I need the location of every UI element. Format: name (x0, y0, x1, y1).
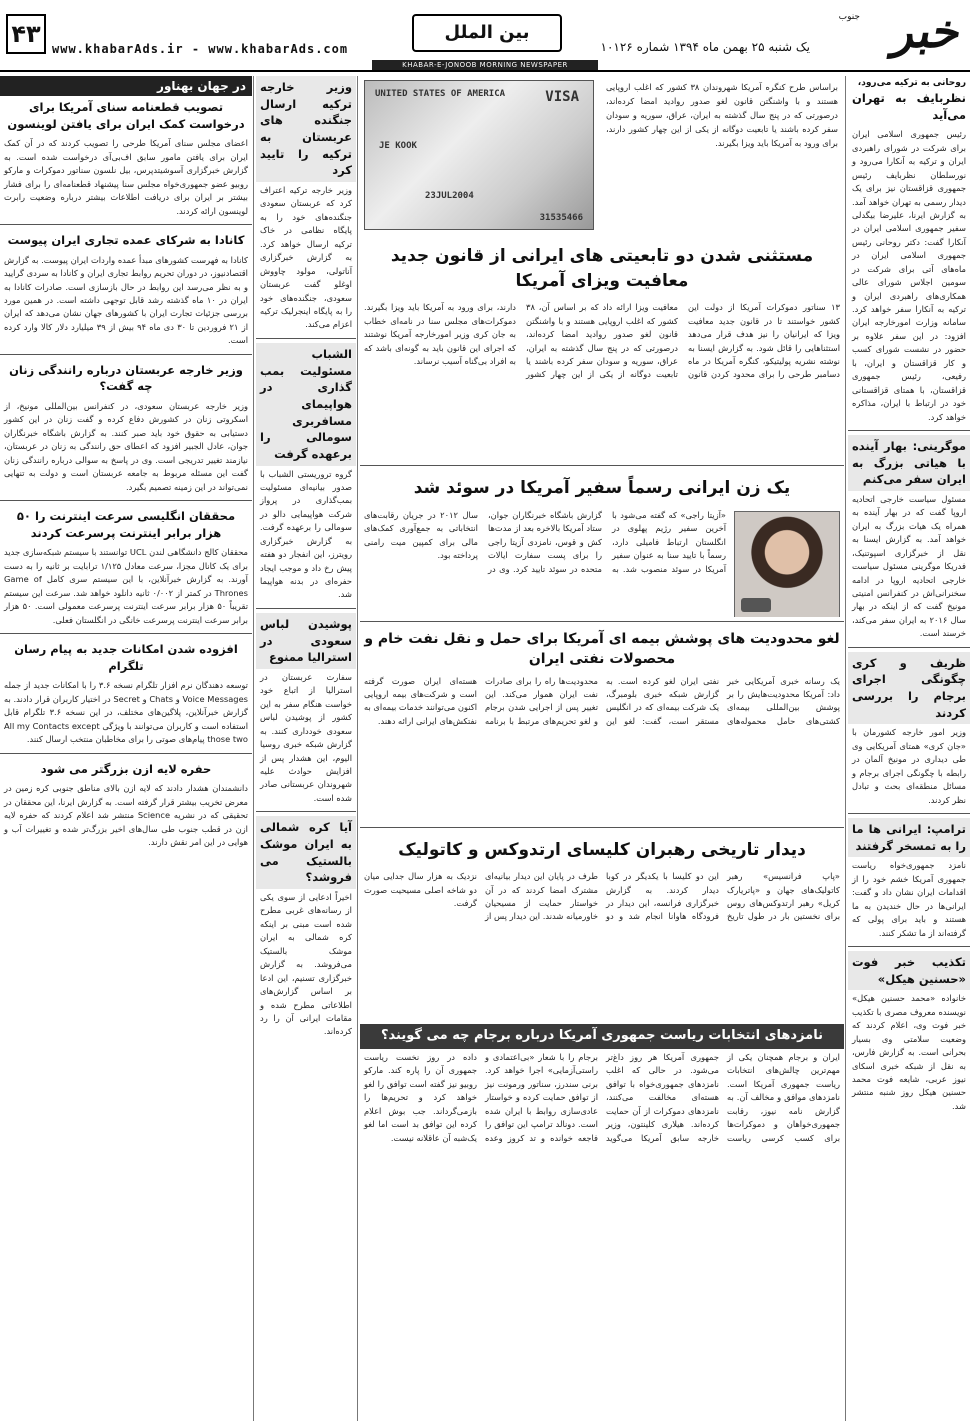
divider (360, 621, 844, 622)
divider (256, 811, 356, 812)
divider (360, 827, 844, 828)
issue-info: یک شنبه ۲۵ بهمن ماه ۱۳۹۴ شماره ۱۰۱۲۶ (600, 40, 810, 54)
election-headline[interactable]: نامزدهای انتخابات ریاست جمهوری آمریکا درباره برجام چه می گویند؟ (381, 1028, 823, 1044)
masthead-header (0, 0, 970, 72)
article-body: مسئول سیاست خارجی اتحادیه اروپا گفت که در بهار آینده به همراه یک هیات بزرگ به ایران خواهد آمد. به گزارش ایسنا به نقل از خبرگزاری اسپوتنیک، فدریکا موگرینی مسئول سیاست خارجی اتحادیه اروپا در ادامه سخنرانی‌اش در کنفرانس امنیتی مونیخ گفت که از اینکه در بهار سال ۲۰۱۶ به ایران سفر می‌کند، خرسند است. (852, 493, 966, 639)
divider (848, 647, 970, 648)
main-body: ۱۳ سناتور دموکرات آمریکا از دولت این کشور خواستند تا در قانون جدید معافیت ویزا که ایرانیان را نیز هدف قرار می‌دهد استثناهایی را قائل شود. به گزارش ایسنا به نوشته نشریه پولیتیکو، کنگره آمریکا در ماه دسامبر طرحی را برای محدود کردن قانون معافیت ویزا ارائه داد که بر اساس آن، ۳۸ کشور که اغلب اروپایی هستند و با واشنگتن قانون لغو صدور روادید امضا کرده‌اند، درصورتی که در پنج سال گذشته به ایران، عراق، سوریه و سودان سفر کرده باشند یا تابعیت دوگانه از یکی از این چهار کشور دارند، برای ورود به آمریکا باید ویزا بگیرند. دموکرات‌های مجلس سنا در نامه‌ای خطاب به جان کری وزیر امورخارجه آمریکا نوشتند که اجرای این قانون باید به گونه‌ای باشد که به افراد بی‌گناه آسیب نرساند. (364, 302, 840, 380)
article-body: کانادا به فهرست کشورهای مبدأ عمده واردات ایران پیوست. به گزارش اقتصادنیوز، در دوران تحریم روابط تجاری ایران و کانادا به سردی گرایید و به نظر می‌رسد این روابط در حال بازسازی است. صادرات کانادا به ایران در ۱۰ ماه گذشته رشد قابل توجهی داشته است. در همین مورد بررسی جزئیات تجارت ایران با کشورهای جهان نشان می‌دهد که ایران از ۲۱ فروردین تا ۳۰ دی ماه ۹۴ بیش از ۳۹ میلیارد دلار کالا وارد کرده است. (4, 254, 249, 346)
ambassador-body: «آزیتا راجی» که گفته می‌شود با آخرین سفیر رژیم پهلوی در انگلستان ارتباط فامیلی دارد، رسماً با تایید سنا به عنوان سفیر آمریکا در سوئد منصوب شد. به گزارش باشگاه خبرنگاران جوان، ستاد آمریکا بالاخره بعد از مدت‌ها کش و قوس، نامزدی آزیتا راجی را برای پست سفارت ایالات متحده در سوئد تایید کرد. وی در سال ۲۰۱۲ در جریان رقابت‌های انتخاباتی به جمع‌آوری کمک‌های مالی برای کمپین میت رامنی پرداخته بود. (364, 509, 726, 574)
visa-label: 31535466 (539, 213, 583, 223)
article-body: نامزد جمهوری‌خواه ریاست جمهوری آمریکا خشم خود را از اقدامات ایران نشان داد و گفت: ایرانی‌ها در حال خندیدن به ما هستند و باید برای پولی که گرفته‌اند از ما تشکر کنند. (852, 860, 966, 938)
church-body: «پاپ فرانسیس» رهبر کاتولیک‌های جهان و «پاتریارک کریل» رهبر ارتدوکس‌های روس برای نخستین بار در طول تاریخ این دو کلیسا با یکدیگر در کوبا دیدار کردند. به گزارش خبرگزاری فرانسه، این دیدار در فرودگاه هاوانا انجام شد و دو طرف در پایان این دیدار بیانیه‌ای مشترک امضا کردند که در آن خواستار حمایت از مسیحیان خاورمیانه شدند. این دیدار پس از نزدیک به هزار سال جدایی میان دو شاخه اصلی مسیحیت صورت گرفت. (364, 871, 840, 922)
visa-block (360, 76, 844, 238)
article-headline[interactable]: تصویب قطعنامه سنای آمریکا برای درخواست کمک ایران برای یافتن لوینسون (7, 100, 245, 131)
english-banner: KHABAR-E-JONOOB MORNING NEWSPAPER (372, 60, 598, 70)
article-body: وزیر امور خارجه کشورمان با «جان کری» همتای آمریکایی وی طی دیداری در مونیخ آلمان در رابطه با چگونگی اجرای برجام و مسائل منطقه‌ای بحث و تبادل نظر کردند. (852, 727, 966, 805)
visa-label: JE KOOK (379, 141, 417, 151)
article-headline[interactable]: کانادا به شرکای عمده تجاری ایران پیوست (7, 232, 245, 247)
divider (0, 354, 252, 355)
newspaper-logo (812, 4, 967, 64)
divider (848, 430, 970, 431)
divider (0, 633, 252, 634)
sanctions-headline[interactable]: لغو محدودیت های پوشش بیمه ای آمریکا برای حمل و نقل نفت خام و محصولات نفتی ایران (364, 630, 840, 668)
divider (0, 500, 252, 501)
article-headline[interactable]: الشباب مسئولیت بمب گذاری در هواپیمای مسافربری سومالی را برعهده گرفت (256, 343, 356, 466)
ambassador-photo (734, 511, 840, 617)
divider (0, 224, 252, 225)
article-body: وزیر خارجه ترکیه اعتراف کرد که عربستان سعودی جنگنده‌های خود را به پایگاه نظامی در خاک ترکیه ارسال خواهد کرد. به گزارش خبرگزاری آناتولی، مولود چاووش اوغلو گفت عربستان سعودی، جنگنده‌های خود را به پایگاه اینجرلیک ترکیه اعزام می‌کند. (260, 185, 352, 330)
article-headline[interactable]: وزیر خارجه ترکیه ارسال جنگنده های عربستان به ترکیه را تایید کرد (256, 76, 356, 182)
article-headline[interactable]: آیا کره شمالی به ایران موشک بالستیک می فروشد؟ (256, 816, 356, 889)
logo-text: خبر (889, 4, 967, 58)
article-headline[interactable]: موگرینی: بهار آینده با هیاتی بزرگ به ایران سفر می‌کنم (848, 435, 970, 491)
column-rule (253, 76, 254, 1421)
article-body: سفارت عربستان در استرالیا از اتباع خود خواست هنگام سفر به این کشور از پوشیدن لباس سعودی خودداری کنند. به گزارش شبکه خبری روسیا الیوم، این هشدار پس از افزایش حوادث علیه شهروندان عربستانی صادر شده است. (260, 671, 352, 803)
article-body: اعضای مجلس سنای آمریکا طرحی را تصویب کردند که در آن کمک ایران برای یافتن مامور سابق اف‌بی‌آی درخواست شده است. به گزارش خبرگزاری آسوشیتدپرس، بیل نلسون سناتور دموکرات و مارکو روبیو عضو جمهوری‌خواه مجلس سنا پیشنهاد قطعنامه‌ای را برای فشار بیشتر بر ایران برای دریافت اطلاعات بیشتر درباره وضعیت رابرت لوینسون ارائه کردند. (4, 138, 248, 216)
logo-sub: جنوب (838, 12, 860, 22)
left-column (0, 76, 252, 1421)
article-body: گروه تروریستی الشباب با صدور بیانیه‌ای مسئولیت بمب‌گذاری در پرواز شرکت هواپیمایی دالو در سومالی را برعهده گرفت. به گزارش خبرگزاری رویترز، این انفجار دو هفته پیش رخ داد و موجب ایجاد حفره‌ای در بدنه هواپیما شد. (260, 468, 352, 600)
article-body: رئیس جمهوری اسلامی ایران برای شرکت در شورای راهبردی ایران و ترکیه به آنکارا می‌رود و نورسلطان نظربایف رئیس جمهوری قزاقستان نیز برای یک دیدار رسمی به تهران خواهد آمد. به گزارش ایرنا، علیرضا بیگدلی سفیر جمهوری اسلامی ایران در آنکارا گفت: دکتر روحانی رئیس جمهوری اسلامی ایران در ماه‌های آتی برای شرکت در سومین اجلاس شورای عالی همکاری‌های راهبردی ایران و ترکیه به آنکارا سفر خواهد کرد. سامانه وزارت امورخارجه ایران افزود: در این سفر علاوه بر حضور در نشست شورای کسب و کار قزاقستان و ایران، با رفیعی، رئیس جمهوری قزاقستان، با همتای قزاقستانی خود در ارتباط با ایران، مذاکره خواهد کرد. (852, 129, 966, 422)
divider (0, 753, 252, 754)
article-headline[interactable]: افزوده شدن امکانات جدید به پیام رسان تلگرام (14, 642, 238, 673)
visa-photo (364, 80, 594, 230)
article-body: اخیراً ادعایی از سوی یکی از رسانه‌های غربی مطرح شده است مبنی بر اینکه کره شمالی به ایران موشک بالستیک می‌فروشد. به گزارش خبرگزاری تسنیم، این ادعا بر اساس گزارش‌های اطلاعاتی مطرح شده و مقامات ایرانی آن را رد کرده‌اند. (260, 892, 352, 1037)
divider (256, 608, 356, 609)
article-headline[interactable]: تکذیب خبر فوت «حسنین هیکل» (848, 951, 970, 990)
main-column (360, 76, 844, 1421)
column-rule (845, 76, 846, 1421)
sanctions-body: یک رسانه خبری آمریکایی خبر داد: آمریکا محدودیت‌هایش را بر پوشش بین‌المللی بیمه‌ای کشتی‌های حامل محموله‌های نفتی ایران لغو کرده است. به گزارش شبکه خبری بلومبرگ، یک شرکت بیمه‌ای که در انگلیس مستقر است، گفت: لغو این محدودیت‌ها راه را برای صادرات نفت ایران هموار می‌کند. این تغییر پس از اجرایی شدن برجام و لغو تحریم‌های مرتبط با برنامه هسته‌ای ایران صورت گرفته است و شرکت‌های بیمه اروپایی اکنون می‌توانند خدمات بیمه‌ای به نفتکش‌های ایرانی ارائه دهند. (364, 675, 840, 726)
visa-caption: براساس طرح کنگره آمریکا شهروندان ۳۸ کشور که اغلب اروپایی هستند و با واشنگتن قانون لغو صدور روادید امضا کرده‌اند، درصورتی که در پنج سال گذشته به ایران، عراق، سوریه و سودان سفر کرده باشند یا تابعیت دوگانه از یکی از این چهار کشور دارند، برای ورود به آمریکا باید ویزا بگیرند. (606, 82, 838, 149)
page-number: ۴۳ (6, 14, 46, 54)
election-box (360, 1024, 844, 1049)
visa-label: 23JUL2004 (425, 191, 474, 201)
site-url[interactable]: www.khabarAds.ir - www.khabarAds.com (52, 42, 349, 56)
article-body: محققان کالج دانشگاهی لندن UCL توانستند با سیستم شبکه‌سازی جدید برای یک کانال مجزا، سرعت معادل ۱/۱۲۵ ترابایت بر ثانیه را به دست آورند. به گزارش خبرآنلاین، با این سیستم سری کامل Game of Thrones در کمتر از ۰/۰۰۲ ثانیه دانلود خواهد شد. سرعت این سیستم تقریباً ۵۰ هزار برابر سرعت اینترنت پرسرعت معمولی است. ۵۰ هزار برابر سرعت اینترنت پرسرعت خانگی در انگلستان فعلی. (4, 547, 249, 625)
article-headline[interactable]: پوشیدن لباس سعودی در استرالیا ممنوع (256, 613, 356, 669)
article-body: دانشمندان هشدار دادند که لایه ازن بالای مناطق جنوبی کره زمین در معرض تخریب بیشتر قرار گرفته است. به گزارش ایرنا، این محققان در تحقیقی که در نشریه Science منتشر شد اعلام کردند که حفره لایه ازن در قطب جنوب طی سال‌های اخیر بزرگ‌تر شده و تغییرات آب و هوایی در این امر نقش دارند. (4, 783, 248, 848)
visa-label: UNITED STATES OF AMERICA (375, 89, 506, 99)
article-body: توسعه دهندگان نرم افزار تلگرام نسخه ۳.۶ را با امکانات جدید از جمله Voice Messages و Chats و Secret در اختیار کاربران قرار دادند. به گزارش خبرآنلاین، پلاگین‌های مختلف، در این نسخه ۳.۶ تلگرام قابل استفاده است و کاربران می‌توانند با ویژگی All my Contacts except those two پیام‌های صوتی را برای مخاطبان منتخب ارسال کنند. (4, 680, 248, 745)
church-headline[interactable]: دیدار تاریخی رهبران کلیسای ارتدوکس و کاتولیک (398, 839, 806, 860)
ambassador-block (360, 507, 844, 617)
section-box-title: در جهان بهناور (0, 76, 252, 96)
right-column (848, 76, 970, 1421)
ambassador-headline[interactable]: یک زن ایرانی رسماً سفیر آمریکا در سوئد شد (413, 478, 791, 499)
section-title: بین الملل (412, 14, 562, 52)
article-kicker: روحانی به ترکیه می‌رود، (857, 78, 966, 88)
divider (848, 946, 970, 947)
article-headline[interactable]: وزیر خارجه عربستان درباره رانندگی زنان چه گفت؟ (9, 362, 243, 394)
divider (848, 813, 970, 814)
divider (256, 338, 356, 339)
article-headline[interactable]: ظریف و کری چگونگی اجرای برجام را بررسی کردند (848, 652, 970, 725)
article-headline[interactable]: محققان انگلیسی سرعت اینترنت را ۵۰ هزار برابر اینترنت پرسرعت کردند (16, 509, 236, 540)
divider (360, 465, 844, 466)
election-body: ایران و برجام همچنان یکی از مهم‌ترین چالش‌های انتخابات ریاست جمهوری آمریکا است. نامزدهای موافق و مخالف آن. به گزارش نامه نیوز، رقابت جمهوری‌خواهان و دموکرات‌ها برای کسب کرسی ریاست جمهوری آمریکا هر روز داغ‌تر می‌شود. در حالی که اغلب نامزدهای جمهوری‌خواه با توافق هسته‌ای مخالفت می‌کنند، نامزدهای دموکرات از آن حمایت کرده‌اند. هیلاری کلینتون، وزیر خارجه سابق آمریکا می‌گوید برجام را با شعار «بی‌اعتمادی و راستی‌آزمایی» اجرا خواهد کرد. برنی سندرز، سناتور ورمونت نیز از توافق حمایت کرده و خواستار عادی‌سازی روابط با ایران شده است. دونالد ترامپ این توافق را فاجعه خوانده و تد کروز وعده داده در روز نخست ریاست جمهوری آن را پاره کند. مارکو روبیو نیز گفته است توافق را لغو خواهد کرد و تحریم‌ها را بازمی‌گرداند. جب بوش اعلام کرده این توافق بد است اما لغو یک‌شبه آن عاقلانه نیست. (364, 1052, 840, 1143)
column-rule (357, 76, 358, 1421)
main-headline[interactable]: مستثنی شدن دو تابعیتی های ایرانی از قانون جدید معافیت ویزای آمریکا (390, 246, 814, 291)
article-body: وزیر خارجه عربستان سعودی، در کنفرانس بین‌المللی مونیخ، از اسکروتی زنان در کشورش دفاع کرده و گفت زنان در این کشور دستیابی به حقوق خود باید صبر کنند. به گزارش باشگاه خبرنگاران جوان، عادل الجبیر افزود که اعطای حق رانندگی به زنان در عربستان، نیازمند تغییر تدریجی است. وی در پاسخ به سوالی درباره رانندگی زنان گفت این مسئله مربوط به جامعه عربستان است و دولت به تنهایی نمی‌تواند در این زمینه تصمیم بگیرد. (4, 401, 248, 492)
article-headline[interactable]: نظربایف به تهران می‌آید (852, 91, 966, 122)
article-headline[interactable]: حفره لایه ازن بزرگتر می شود (40, 761, 212, 776)
article-body: خانواده «محمد حسنین هیکل» نویسنده معروف مصری با تکذیب خبر فوت وی، اعلام کردند که وضعیت سلامتی وی بسیار بحرانی است. به گزارش فارس، به نقل از شبکه خبری اسکای نیوز عربی، شایعه فوت محمد حسنین هیکل روز شنبه منتشر شد. (852, 993, 966, 1111)
narrow-column (256, 76, 356, 1421)
article-headline[interactable]: ترامپ: ایرانی ها ما را به تمسخر گرفتند (848, 818, 970, 857)
visa-label: VISA (545, 89, 579, 105)
